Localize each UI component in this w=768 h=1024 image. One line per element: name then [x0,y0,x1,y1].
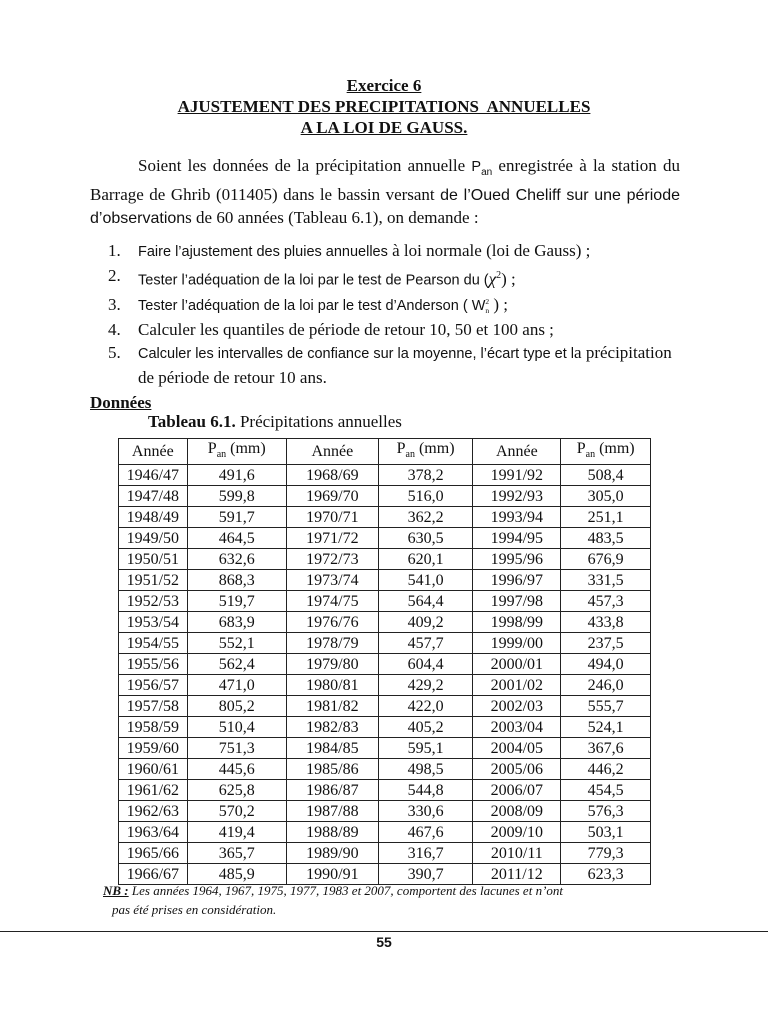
table-header-cell: Année [286,439,378,465]
year-cell: 1950/51 [119,549,188,570]
table-header-cell: Année [119,439,188,465]
precipitation-cell: 599,8 [187,486,286,507]
precipitation-cell: 362,2 [378,507,472,528]
task-text: ) ; [501,269,516,289]
year-cell: 1993/94 [473,507,561,528]
year-cell: 1980/81 [286,675,378,696]
year-cell: 1953/54 [119,612,188,633]
header-p-subscript: an [585,449,596,461]
table-row [119,465,651,486]
year-cell: 1996/97 [473,570,561,591]
title-line-2: A LA LOI DE GAUSS. [300,118,468,137]
precipitation-cell: 422,0 [378,696,472,717]
precipitation-cell: 779,3 [561,843,651,864]
precipitation-cell: 419,4 [187,822,286,843]
w-superscript: 2 [485,296,490,306]
task-number: 4. [108,319,121,339]
title-line-1: AJUSTEMENT DES PRECIPITATIONS ANNUELLES [177,97,591,116]
precipitation-cell: 498,5 [378,759,472,780]
table-row [119,528,651,549]
precipitation-cell: 555,7 [561,696,651,717]
year-cell: 1970/71 [286,507,378,528]
year-cell: 1966/67 [119,864,188,885]
p-letter: P [471,159,482,175]
year-cell: 1969/70 [286,486,378,507]
precipitation-cell: 519,7 [187,591,286,612]
table-row [119,759,651,780]
task-number: 1. [108,241,121,260]
precipitation-cell: 604,4 [378,654,472,675]
precipitation-cell: 367,6 [561,738,651,759]
precipitation-cell: 552,1 [187,633,286,654]
year-cell: 1992/93 [473,486,561,507]
year-cell: 1947/48 [119,486,188,507]
header-p-letter: P [576,440,586,457]
table-row [119,633,651,654]
precipitation-cell: 503,1 [561,822,651,843]
precipitation-cell: 541,0 [378,570,472,591]
table-row [119,717,651,738]
table-row [119,801,651,822]
year-cell: 1956/57 [119,675,188,696]
precipitation-cell: 471,0 [187,675,286,696]
exercise-title: Exercice 6 [346,76,422,95]
precipitation-table [118,438,651,885]
precipitation-cell: 378,2 [378,465,472,486]
year-cell: 1994/95 [473,528,561,549]
year-cell: 1951/52 [119,570,188,591]
precipitation-cell: 331,5 [561,570,651,591]
year-cell: 1985/86 [286,759,378,780]
precipitation-cell: 305,0 [561,486,651,507]
footnote [103,881,683,919]
table-row [119,654,651,675]
table-row [119,549,651,570]
header-p-subscript: an [405,449,415,461]
table-caption-text: Précipitations annuelles [235,412,402,431]
task-item-1 [108,239,683,264]
task-bold-text: Calculer les intervalles de confiance sur la moyenne, l’écart type et l [138,345,575,362]
precipitation-cell: 330,6 [378,801,472,822]
year-cell: 1961/62 [119,780,188,801]
precipitation-cell: 237,5 [561,633,651,654]
year-cell: 2008/09 [473,801,561,822]
year-cell: 1974/75 [286,591,378,612]
table-row [119,591,651,612]
year-cell: 1990/91 [286,864,378,885]
year-cell: 2009/10 [473,822,561,843]
task-list [108,239,683,389]
precipitation-cell: 632,6 [187,549,286,570]
year-cell: 1982/83 [286,717,378,738]
year-cell: 1978/79 [286,633,378,654]
year-cell: 2001/02 [473,675,561,696]
year-cell: 1984/85 [286,738,378,759]
precipitation-cell: 494,0 [561,654,651,675]
year-cell: 2010/11 [473,843,561,864]
intro-text-2: enregistrée à la station du Barrage de Ghrib (011405) dans le bassin versant [90,156,680,204]
task-item-4 [108,318,683,341]
precipitation-cell: 508,4 [561,465,651,486]
precipitation-cell: 365,7 [187,843,286,864]
header-unit: (mm) [595,440,635,457]
precipitation-cell: 445,6 [187,759,286,780]
year-cell: 1963/64 [119,822,188,843]
precipitation-cell: 457,3 [561,591,651,612]
note-line-1: Les années 1964, 1967, 1975, 1977, 1983 et 2007, comportent des lacunes et n’ont [128,883,564,898]
year-cell: 2011/12 [473,864,561,885]
precipitation-cell: 630,5 [378,528,472,549]
p-symbol [471,159,493,178]
task-text: a précipitation de période de retour 10 ans. [138,342,672,387]
task-text: Calculer les quantiles de période de retour 10, 50 et 100 ans ; [138,319,554,339]
year-cell: 1973/74 [286,570,378,591]
task-bold-text: Tester l’adéquation de la loi par le test d’Anderson ( W [138,297,486,314]
precipitation-cell: 623,3 [561,864,651,885]
table-body [119,465,651,885]
year-cell: 1986/87 [286,780,378,801]
precipitation-cell: 409,2 [378,612,472,633]
intro-bold-text: de l’Oued Cheliff sur une période d’observation [90,186,680,227]
precipitation-cell: 433,8 [561,612,651,633]
precipitation-cell: 316,7 [378,843,472,864]
precipitation-cell: 576,3 [561,801,651,822]
table-row [119,822,651,843]
year-cell: 1960/61 [119,759,188,780]
precipitation-cell: 429,2 [378,675,472,696]
precipitation-cell: 516,0 [378,486,472,507]
header-unit: (mm) [414,440,455,457]
precipitation-cell: 390,7 [378,864,472,885]
precipitation-cell: 625,8 [187,780,286,801]
precipitation-cell: 491,6 [187,465,286,486]
precipitation-cell: 683,9 [187,612,286,633]
task-bold-text: Faire l’ajustement des pluies annuelles [138,244,388,260]
header-p-letter: P [207,440,217,457]
year-cell: 1998/99 [473,612,561,633]
precipitation-cell: 246,0 [561,675,651,696]
year-cell: 1971/72 [286,528,378,549]
page-number: 55 [376,934,392,950]
note-label: NB : [103,883,129,898]
year-cell: 2000/01 [473,654,561,675]
title-block [0,75,768,138]
intro-text-3: s de 60 années (Tableau 6.1), on demande : [185,207,479,227]
section-heading: Données [90,393,152,412]
precipitation-cell: 805,2 [187,696,286,717]
intro-paragraph [90,155,680,230]
table-header-cell [187,439,286,465]
table-row [119,780,651,801]
precipitation-cell: 405,2 [378,717,472,738]
task-number: 2. [108,266,121,285]
year-cell: 1949/50 [119,528,188,549]
year-cell: 2005/06 [473,759,561,780]
table-row [119,696,651,717]
chi-superscript: 2 [496,270,502,281]
precipitation-cell: 595,1 [378,738,472,759]
chi-symbol: χ [488,269,497,289]
precipitation-cell: 591,7 [187,507,286,528]
precipitation-cell: 467,6 [378,822,472,843]
table-header-cell [561,439,651,465]
table-row [119,675,651,696]
precipitation-cell: 485,9 [187,864,286,885]
year-cell: 2003/04 [473,717,561,738]
task-text: ) ; [489,294,509,314]
precipitation-cell: 510,4 [187,717,286,738]
table-row [119,612,651,633]
precipitation-cell: 751,3 [187,738,286,759]
precipitation-cell: 564,4 [378,591,472,612]
table-row [119,507,651,528]
year-cell: 1997/98 [473,591,561,612]
header-p-subscript: an [216,449,227,461]
precipitation-cell: 544,8 [378,780,472,801]
precipitation-cell: 562,4 [187,654,286,675]
precipitation-cell: 570,2 [187,801,286,822]
year-cell: 1979/80 [286,654,378,675]
precipitation-cell: 676,9 [561,549,651,570]
year-cell: 1946/47 [119,465,188,486]
table-row [119,843,651,864]
w-subscript: n [485,305,490,315]
year-cell: 1991/92 [473,465,561,486]
precipitation-cell: 464,5 [187,528,286,549]
year-cell: 1988/89 [286,822,378,843]
table-header-cell: Année [473,439,561,465]
table-caption [148,412,402,432]
year-cell: 1976/76 [286,612,378,633]
year-cell: 1957/58 [119,696,188,717]
year-cell: 1955/56 [119,654,188,675]
task-item-5 [108,341,683,389]
year-cell: 1958/59 [119,717,188,738]
year-cell: 2002/03 [473,696,561,717]
year-cell: 1962/63 [119,801,188,822]
year-cell: 1999/00 [473,633,561,654]
task-item-2 [108,264,683,293]
table-header-cell [378,439,472,465]
year-cell: 1952/53 [119,591,188,612]
task-item-3 [108,293,683,318]
year-cell: 1987/88 [286,801,378,822]
footer-divider [0,931,768,932]
year-cell: 1989/90 [286,843,378,864]
task-number: 3. [108,294,121,314]
precipitation-cell: 446,2 [561,759,651,780]
task-number: 5. [108,342,121,362]
year-cell: 1981/82 [286,696,378,717]
intro-text-1: Soient les données de la précipitation annuelle [138,156,472,175]
precipitation-cell: 457,7 [378,633,472,654]
year-cell: 1995/96 [473,549,561,570]
header-p-letter: P [396,440,406,457]
table-caption-label: Tableau 6.1. [148,412,236,431]
note-line-2: pas été prises en considération. [112,902,277,917]
precipitation-cell: 483,5 [561,528,651,549]
year-cell: 1959/60 [119,738,188,759]
year-cell: 1948/49 [119,507,188,528]
year-cell: 1968/69 [286,465,378,486]
task-bold-text: Tester l’adéquation de la loi par le test de Pearson du ( [138,272,489,289]
p-subscript: an [481,166,493,178]
year-cell: 2006/07 [473,780,561,801]
year-cell: 1972/73 [286,549,378,570]
year-cell: 1965/66 [119,843,188,864]
table-row [119,570,651,591]
table-row [119,486,651,507]
task-text: à loi normale (loi de Gauss) ; [387,241,591,260]
precipitation-cell: 251,1 [561,507,651,528]
precipitation-cell: 524,1 [561,717,651,738]
year-cell: 1954/55 [119,633,188,654]
precipitation-cell: 454,5 [561,780,651,801]
header-unit: (mm) [226,440,266,457]
precipitation-cell: 868,3 [187,570,286,591]
table-header-row [119,439,651,465]
precipitation-cell: 620,1 [378,549,472,570]
year-cell: 2004/05 [473,738,561,759]
table-row [119,738,651,759]
